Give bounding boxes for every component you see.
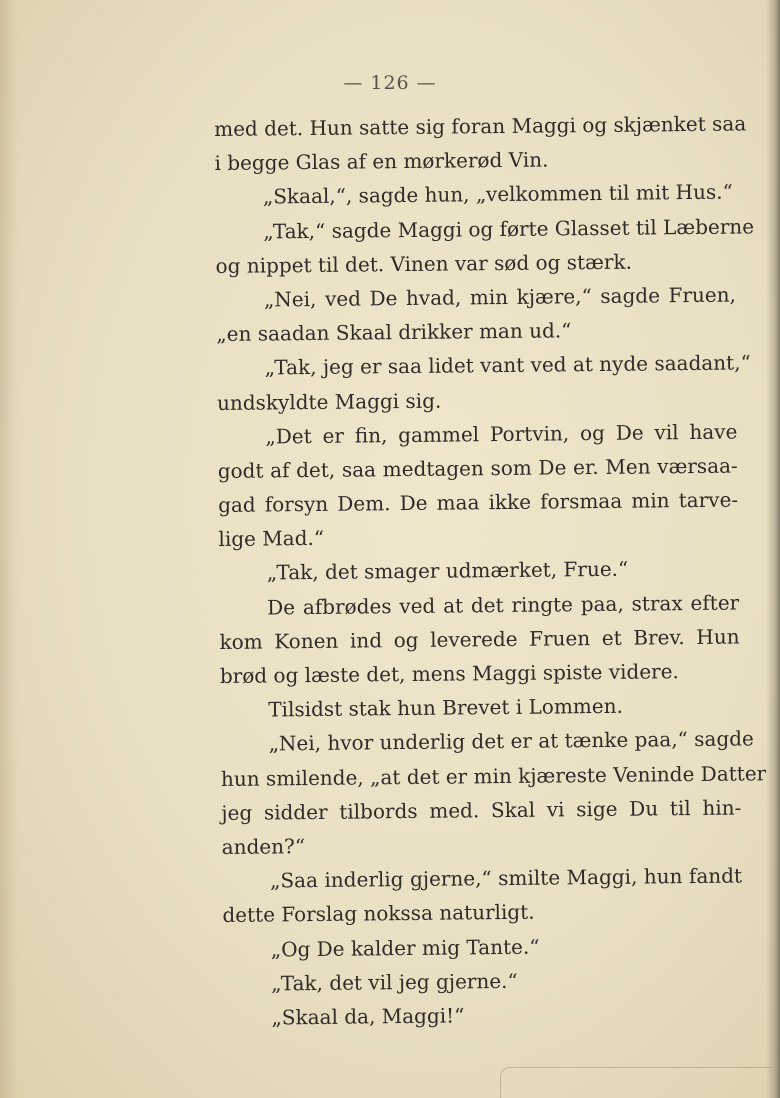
text-line: anden?“ [221, 834, 306, 859]
text-line: hun smilende, „at det er min kjæreste Veninde Datter [220, 760, 767, 791]
text-line: lige Mad.“ [218, 526, 325, 552]
text-line: kom Konen ind og leverede Fruen et Brev. Hun [219, 624, 740, 654]
text-line: „Nei, ved De hvad, min kjære,“ sagde Fruen, [263, 282, 737, 312]
page-corner-mark [500, 1067, 771, 1098]
text-line: godt af det, saa medtagen som De er. Men værsaa- [217, 453, 738, 483]
text-line: jeg sidder tilbords med. Skal vi sige Du til hin- [221, 795, 742, 825]
page-gutter-shadow [0, 0, 18, 1098]
text-line: undskyldte Maggi sig. [216, 388, 442, 415]
text-line: „Skaal da, Maggi!“ [271, 1003, 465, 1030]
text-line: „Nei, hvor underlig det er at tænke paa,“ sagde [268, 726, 754, 756]
text-line: gad forsyn Dem. De maa ikke forsmaa min tarve- [217, 487, 739, 518]
text-line: brød og læste det, mens Maggi spiste videre. [219, 659, 679, 688]
text-line: og nippet til det. Vinen var sød og stærk. [215, 249, 632, 278]
text-line: dette Forslag nokssa naturligt. [222, 900, 535, 928]
text-line: „Det er fin, gammel Portvin, og De vil have [265, 419, 738, 449]
text-line: „Saa inderlig gjerne,“ smilte Maggi, hun fandt [269, 863, 743, 893]
page-number: — 126 — [343, 72, 437, 94]
text-line: „Og De kalder mig Tante.“ [270, 934, 540, 961]
text-line: Tilsidst stak hun Brevet i Lommen. [268, 693, 624, 722]
text-line: i begge Glas af en mørkerød Vin. [214, 147, 549, 176]
text-line: „Tak, det vil jeg gjerne.“ [270, 968, 518, 996]
text-line: De afbrødes ved at det ringte paa, strax efter [267, 590, 740, 620]
text-line: „Skaal,“, sagde hun, „velkommen til mit Hus.“ [262, 179, 733, 209]
body-text [214, 107, 767, 1035]
page-edge-shadow [766, 0, 780, 1098]
text-line: „Tak, det smager udmærket, Frue.“ [266, 557, 629, 585]
text-line: med det. Hun satte sig foran Maggi og skjænket saa [214, 111, 747, 141]
text-line: „Tak, jeg er saa lidet vant ved at nyde saadant,“ [264, 350, 751, 380]
text-line: „en saadan Skaal drikker man ud.“ [216, 318, 572, 347]
text-line: „Tak,“ sagde Maggi og førte Glasset til Læberne [263, 213, 755, 244]
